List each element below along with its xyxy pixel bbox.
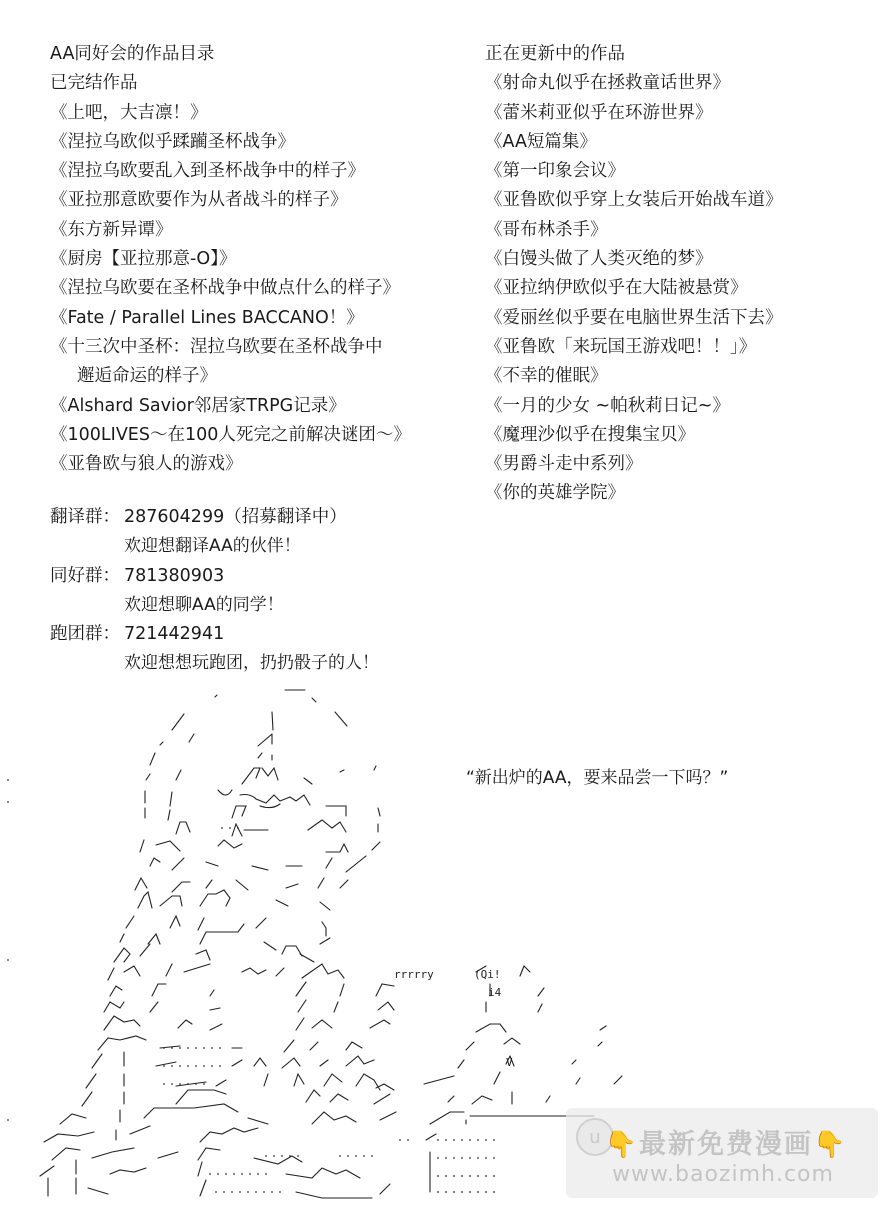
completed-item: 《厨房【亚拉那意-O】》 — [50, 249, 237, 270]
trpg-group — [50, 620, 470, 649]
ongoing-item: 《亚鲁欧「来玩国王游戏吧！！」》 — [485, 336, 757, 357]
watermark-url: www.baozimh.com — [612, 1162, 834, 1187]
ongoing-item: 《爱丽丝似乎要在电脑世界生活下去》 — [485, 307, 783, 328]
completed-item: 《十三次中圣杯：涅拉乌欧要在圣杯战争中 — [50, 336, 383, 357]
completed-works-column — [50, 40, 450, 479]
ongoing-item: 《一月的少女 ~帕秋莉日记~》 — [485, 395, 730, 416]
watermark-logo: u — [576, 1118, 614, 1156]
ongoing-item: 《射命丸似乎在拯救童话世界》 — [485, 73, 730, 94]
group-label: 跑团群： — [50, 624, 120, 645]
completed-item-continuation: 邂逅命运的样子》 — [77, 366, 217, 387]
fan-group — [50, 562, 470, 591]
ongoing-item: 《男爵斗走中系列》 — [485, 454, 643, 475]
ongoing-item: 《白馒头做了人类灭绝的梦》 — [485, 249, 713, 270]
ongoing-item: 《你的英雄学院》 — [485, 483, 625, 504]
group-number: 781380903 — [124, 565, 225, 586]
group-description: 欢迎想想玩跑团，扔扔骰子的人！ — [124, 653, 379, 674]
watermark-title-text: 最新免费漫画 — [639, 1129, 813, 1160]
catalog-heading: AA同好会的作品目录 — [50, 44, 215, 64]
completed-item: 《亚拉那意欧要作为从者战斗的样子》 — [50, 190, 348, 211]
ongoing-works-column — [485, 40, 865, 509]
completed-item: 《Alshard Savior邻居家TRPG记录》 — [50, 395, 346, 416]
ongoing-item: 《亚鲁欧似乎穿上女装后开始战车道》 — [485, 190, 783, 211]
group-number: 721442941 — [124, 624, 225, 645]
ongoing-item: 《哥布林杀手》 — [485, 219, 608, 240]
completed-item: 《Fate / Parallel Lines BACCANO！》 — [50, 307, 364, 328]
completed-item: 《涅拉乌欧要在圣杯战争中做点什么的样子》 — [50, 278, 400, 299]
group-label: 同好群： — [50, 565, 120, 586]
group-description: 欢迎想聊AA的同学！ — [124, 594, 284, 615]
ongoing-item: 《亚拉纳伊欧似乎在大陆被悬赏》 — [485, 278, 748, 299]
group-description: 欢迎想翻译AA的伙伴！ — [124, 536, 301, 557]
aa-label-4: i4 — [488, 986, 502, 999]
completed-item: 《涅拉乌欧似乎蹂躏圣杯战争》 — [50, 131, 295, 152]
completed-item: 《100LIVES～在100人死完之前解决谜团～》 — [50, 424, 411, 445]
site-watermark — [566, 1108, 878, 1198]
completed-item: 《上吧，大吉凛！》 — [50, 102, 208, 123]
ongoing-item: 《不幸的催眠》 — [485, 366, 608, 387]
ongoing-item: 《AA短篇集》 — [485, 131, 597, 152]
group-label: 翻译群： — [50, 507, 120, 527]
translation-group — [50, 503, 470, 532]
group-contacts — [50, 503, 470, 679]
aa-label-v: V — [506, 1056, 513, 1069]
speech-quote: “新出炉的AA，要来品尝一下吗？” — [466, 768, 729, 788]
watermark-title — [586, 1122, 866, 1161]
group-number: 287604299（招募翻译中） — [124, 507, 347, 527]
ongoing-item: 《魔理沙似乎在搜集宝贝》 — [485, 424, 695, 445]
completed-heading: 已完结作品 — [50, 73, 138, 94]
pointing-down-icon: 👇 — [604, 1130, 639, 1160]
aa-label-qi: (Qi! — [474, 968, 501, 981]
ongoing-heading: 正在更新中的作品 — [485, 44, 625, 64]
completed-item: 《涅拉乌欧要乱入到圣杯战争中的样子》 — [50, 161, 365, 182]
pointing-down-icon: 👇 — [813, 1130, 848, 1160]
ongoing-item: 《第一印象会议》 — [485, 161, 625, 182]
completed-item: 《东方新异谭》 — [50, 219, 173, 240]
ongoing-item: 《蕾米莉亚似乎在环游世界》 — [485, 102, 713, 123]
aa-label-rrrrry: rrrrry — [394, 968, 434, 981]
completed-item: 《亚鲁欧与狼人的游戏》 — [50, 454, 243, 475]
